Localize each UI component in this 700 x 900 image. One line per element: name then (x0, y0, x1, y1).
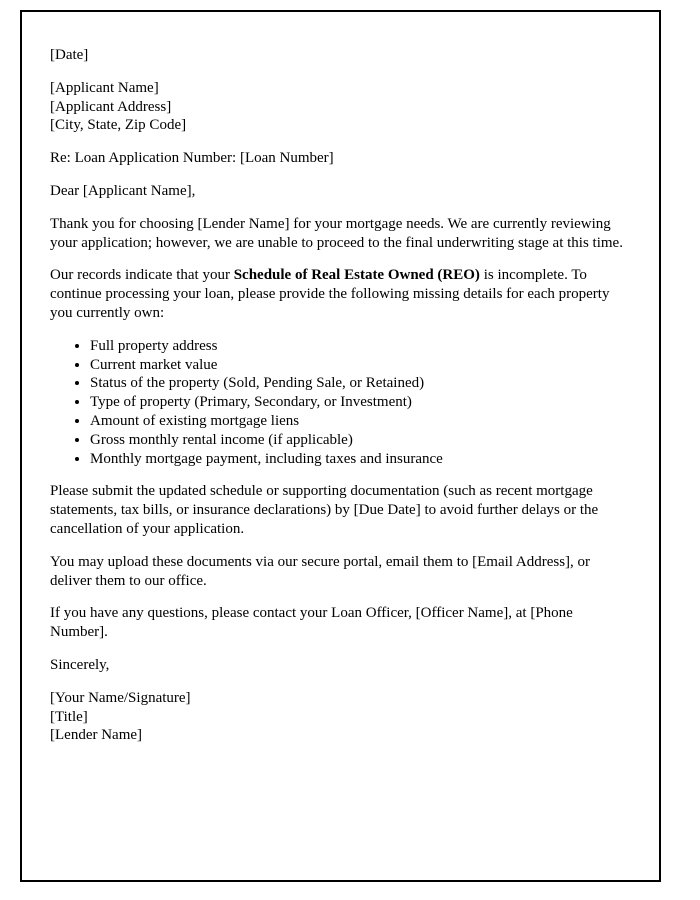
applicant-address-line: [Applicant Address] (50, 98, 172, 115)
salutation: Dear [Applicant Name], (50, 182, 196, 199)
signature-block (50, 689, 631, 745)
signature-title-line: [Title] (50, 708, 88, 725)
letter-page (20, 10, 661, 882)
list-item: • Status of the property (Sold, Pending Sale, or Retained) (90, 374, 631, 393)
list-item: • Gross monthly rental income (if applicable) (90, 431, 631, 450)
paragraph-questions: If you have any questions, please contact your Loan Officer, [Officer Name], at [Phone Number]. (50, 605, 573, 641)
signature-name-line: [Your Name/Signature] (50, 689, 191, 706)
list-item: • Type of property (Primary, Secondary, or Investment) (90, 393, 631, 412)
paragraph-intro: Thank you for choosing [Lender Name] for your mortgage needs. We are currently reviewing your application; however, we are unable to proceed to the final underwriting stage at this time. (50, 215, 623, 251)
re-line: Re: Loan Application Number: [Loan Number] (50, 150, 334, 167)
applicant-address-block (50, 79, 631, 135)
paragraph-reo (50, 266, 631, 322)
letter-body (22, 12, 659, 789)
paragraph-upload: You may upload these documents via our secure portal, email them to [Email Address], or deliver them to our office. (50, 553, 591, 589)
reo-text-bold: Schedule of Real Estate Owned (REO) (233, 267, 480, 284)
list-item: • Monthly mortgage payment, including taxes and insurance (90, 450, 631, 469)
closing-line: Sincerely, (50, 656, 110, 673)
applicant-city-line: [City, State, Zip Code] (50, 117, 187, 134)
reo-text-suffix: is incomplete. To continue processing your loan, please provide the following missing details for each property you currently own: (50, 267, 610, 321)
list-item: • Current market value (90, 356, 631, 375)
applicant-name-line: [Applicant Name] (50, 79, 159, 96)
signature-lender-line: [Lender Name] (50, 727, 143, 744)
paragraph-submit: Please submit the updated schedule or supporting documentation (such as recent mortgage statements, tax bills, or insurance declarations) by [Due Date] to avoid further delays or the cancellation of your application. (50, 483, 599, 537)
date-line: [Date] (50, 47, 89, 63)
missing-details-list (50, 337, 631, 469)
list-item: • Amount of existing mortgage liens (90, 412, 631, 431)
list-item: • Full property address (90, 337, 631, 356)
reo-text-prefix: Our records indicate that your (50, 267, 234, 284)
